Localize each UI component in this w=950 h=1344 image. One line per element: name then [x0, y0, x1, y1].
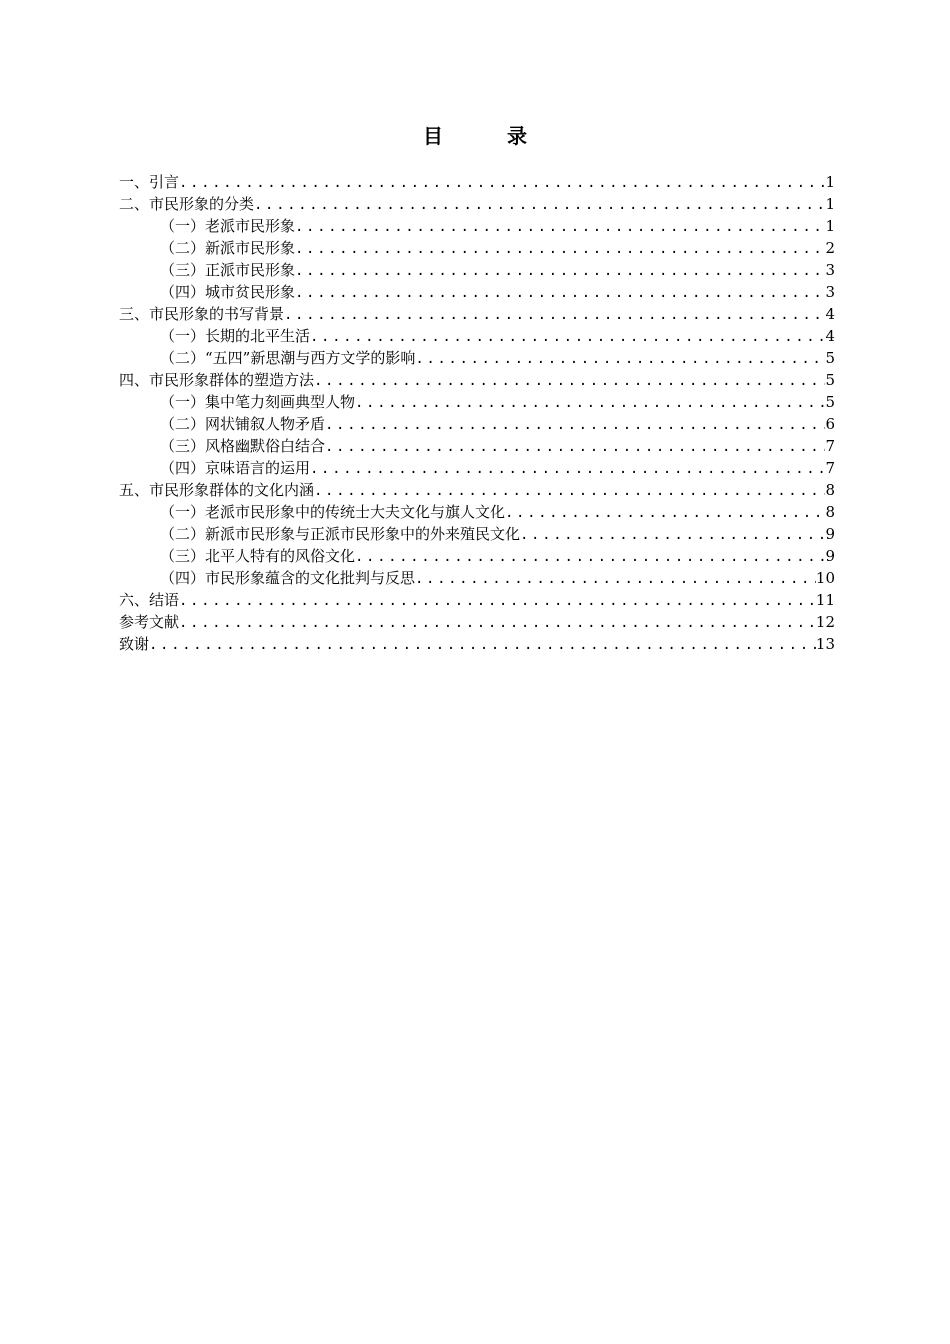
- toc-leader-dots: [295, 260, 825, 281]
- toc-leader-dots: [355, 546, 825, 567]
- toc-entry-label: （三）北平人特有的风俗文化: [160, 547, 356, 565]
- toc-entry-label: （一）老派市民形象: [160, 217, 296, 235]
- toc-entry[interactable]: [119, 193, 835, 215]
- toc-leader-dots: [295, 238, 825, 259]
- toc-subentry[interactable]: [119, 259, 835, 281]
- toc-leader-dots: [179, 612, 816, 633]
- toc-entry-page: 5: [825, 393, 835, 411]
- toc-leader-dots: [179, 172, 825, 193]
- toc-leader-dots: [314, 480, 825, 501]
- toc-entry-page: 1: [825, 195, 835, 213]
- toc-entry-label: （三）风格幽默俗白结合: [160, 437, 326, 455]
- toc-subentry[interactable]: [119, 523, 835, 545]
- toc-leader-dots: [355, 392, 825, 413]
- toc-entry-page: 1: [825, 173, 835, 191]
- toc-entry-label: 致谢: [119, 635, 150, 653]
- toc-subentry[interactable]: [119, 237, 835, 259]
- toc-entry-page: 2: [825, 239, 835, 257]
- toc-subentry[interactable]: [119, 325, 835, 347]
- toc-subentry[interactable]: [119, 501, 835, 523]
- toc-entry-page: 9: [825, 547, 835, 565]
- toc-entry-page: 7: [825, 437, 835, 455]
- toc-leader-dots: [314, 370, 825, 391]
- toc-subentry[interactable]: [119, 435, 835, 457]
- toc-entry[interactable]: [119, 633, 835, 655]
- page-title: 目 录: [423, 124, 549, 148]
- toc-entry[interactable]: [119, 369, 835, 391]
- toc-entry-page: 1: [825, 217, 835, 235]
- toc-leader-dots: [520, 524, 825, 545]
- toc-entry-label: 一、引言: [119, 173, 180, 191]
- toc-entry-page: 11: [815, 591, 835, 609]
- toc-entry-page: 13: [815, 635, 835, 653]
- toc-entry-page: 5: [825, 371, 835, 389]
- toc-entry-label: （一）老派市民形象中的传统士大夫文化与旗人文化: [160, 503, 506, 521]
- toc-entry-label: 四、市民形象群体的塑造方法: [119, 371, 315, 389]
- toc-subentry[interactable]: [119, 567, 835, 589]
- toc-entry-label: （一）长期的北平生活: [160, 327, 311, 345]
- toc-leader-dots: [310, 458, 825, 479]
- toc-entry[interactable]: [119, 479, 835, 501]
- toc-subentry[interactable]: [119, 215, 835, 237]
- toc-entry-label: 二、市民形象的分类: [119, 195, 255, 213]
- toc-entry-label: 三、市民形象的书写背景: [119, 305, 285, 323]
- toc-entry[interactable]: [119, 171, 835, 193]
- toc-leader-dots: [415, 568, 816, 589]
- toc-subentry[interactable]: [119, 281, 835, 303]
- toc-entry[interactable]: [119, 589, 835, 611]
- toc-entry-page: 7: [825, 459, 835, 477]
- toc-entry-page: 9: [825, 525, 835, 543]
- toc-entry-page: 4: [825, 327, 835, 345]
- toc-entry-page: 4: [825, 305, 835, 323]
- toc-entry[interactable]: [119, 611, 835, 633]
- toc-entry-label: （二）新派市民形象: [160, 239, 296, 257]
- toc-entry-label: （二）“五四”新思潮与西方文学的影响: [160, 349, 416, 367]
- table-of-contents: [119, 171, 835, 655]
- toc-entry-page: 3: [825, 283, 835, 301]
- toc-entry-label: （一）集中笔力刻画典型人物: [160, 393, 356, 411]
- toc-entry-page: 12: [815, 613, 835, 631]
- toc-entry-label: （四）城市贫民形象: [160, 283, 296, 301]
- toc-entry[interactable]: [119, 303, 835, 325]
- toc-entry-label: （四）京味语言的运用: [160, 459, 311, 477]
- toc-entry-label: 六、结语: [119, 591, 180, 609]
- toc-entry-page: 8: [825, 481, 835, 499]
- toc-subentry[interactable]: [119, 545, 835, 567]
- toc-entry-page: 3: [825, 261, 835, 279]
- toc-leader-dots: [310, 326, 825, 347]
- toc-entry-label: （二）新派市民形象与正派市民形象中的外来殖民文化: [160, 525, 521, 543]
- toc-leader-dots: [415, 348, 825, 369]
- toc-subentry[interactable]: [119, 391, 835, 413]
- toc-leader-dots: [505, 502, 825, 523]
- toc-subentry[interactable]: [119, 413, 835, 435]
- toc-entry-page: 8: [825, 503, 835, 521]
- toc-leader-dots: [284, 304, 825, 325]
- toc-entry-label: （四）市民形象蕴含的文化批判与反思: [160, 569, 416, 587]
- toc-entry-page: 6: [825, 415, 835, 433]
- toc-leader-dots: [295, 216, 825, 237]
- toc-subentry[interactable]: [119, 347, 835, 369]
- toc-subentry[interactable]: [119, 457, 835, 479]
- toc-leader-dots: [149, 634, 816, 655]
- toc-leader-dots: [325, 414, 825, 435]
- toc-entry-page: 5: [825, 349, 835, 367]
- toc-entry-label: 五、市民形象群体的文化内涵: [119, 481, 315, 499]
- toc-entry-label: （三）正派市民形象: [160, 261, 296, 279]
- toc-leader-dots: [254, 194, 825, 215]
- toc-entry-page: 10: [815, 569, 835, 587]
- toc-leader-dots: [325, 436, 825, 457]
- toc-entry-label: 参考文献: [119, 613, 180, 631]
- toc-entry-label: （二）网状铺叙人物矛盾: [160, 415, 326, 433]
- toc-leader-dots: [295, 282, 825, 303]
- toc-leader-dots: [179, 590, 816, 611]
